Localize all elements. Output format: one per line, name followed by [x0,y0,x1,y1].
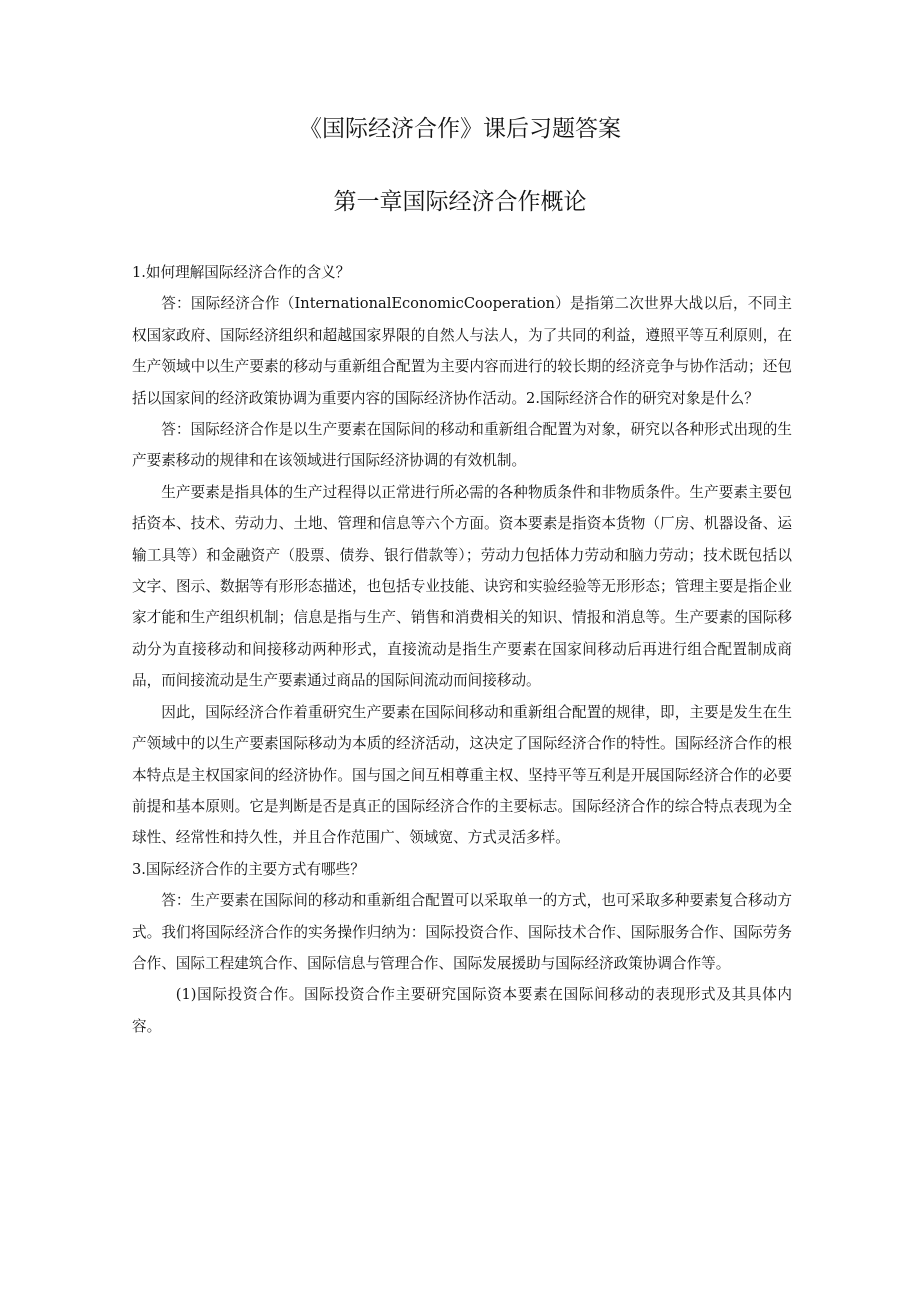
chapter-title: 第一章国际经济合作概论 [333,189,587,215]
question-1: 1.如何理解国际经济合作的含义？ [132,264,351,281]
paragraph-characteristics: 因此，国际经济合作着重研究生产要素在国际间移动和重新组合配置的规律，即，主要是发生在生产领域中的以生产要素国际移动为本质的经济活动，这决定了国际经济合作的特性。国际经济合作的根本特点是主权国家间的经济协作。国与国之间互相尊重主权、坚持平等互利是开展国际经济合作的必要前提和基本原则。它是判断是否是真正的国际经济合作的主要标志。国际经济合作的综合特点表现为全球性、经常性和持久性，并且合作范围广、领域宽、方式灵活多样。 [132,703,792,847]
answer-2: 答：国际经济合作是以生产要素在国际间的移动和重新组合配置为对象，研究以各种形式出现的生产要素移动的规律和在该领域进行国际经济协调的有效机制。 [132,421,792,470]
answer-3: 答：生产要素在国际间的移动和重新组合配置可以采取单一的方式，也可采取多种要素复合移动方式。我们将国际经济合作的实务操作归纳为：国际投资合作、国际技术合作、国际服务合作、国际劳务合作、国际工程建筑合作、国际信息与管理合作、国际发展援助与国际经济政策协调合作等。 [132,892,792,972]
question-3: 3.国际经济合作的主要方式有哪些？ [132,860,365,878]
document-body [132,257,792,1042]
answer-1: 答：国际经济合作（InternationalEconomicCooperation）是指第二次世界大战以后，不同主权国家政府、国际经济组织和超越国家界限的自然人与法人，为了共同的利益，遵照平等互利原则，在生产领域中以生产要素的移动与重新组合配置为主要内容而进行的较长期的经济竞争与协作活动；还包括以国家间的经济政策协调为重要内容的国际经济协作活动。2.国际经济合作的研究对象是什么？ [132,295,792,407]
document-title: 《国际经济合作》课后习题答案 [299,116,621,142]
paragraph-production-factors: 生产要素是指具体的生产过程得以正常进行所必需的各种物质条件和非物质条件。生产要素主要包括资本、技术、劳动力、土地、管理和信息等六个方面。资本要素是指资本货物（厂房、机器设备、运输工具等）和金融资产（股票、债券、银行借款等）；劳动力包括体力劳动和脑力劳动；技术既包括以文字、图示、数据等有形形态描述，也包括专业技能、诀窍和实验经验等无形形态；管理主要是指企业家才能和生产组织机制；信息是指与生产、销售和消费相关的知识、情报和消息等。生产要素的国际移动分为直接移动和间接移动两种形式，直接流动是指生产要素在国家间移动后再进行组合配置制成商品，而间接流动是生产要素通过商品的国际间流动而间接移动。 [132,483,792,690]
sub-item-1: (1)国际投资合作。国际投资合作主要研究国际资本要素在国际间移动的表现形式及其具体内容。 [132,986,792,1035]
